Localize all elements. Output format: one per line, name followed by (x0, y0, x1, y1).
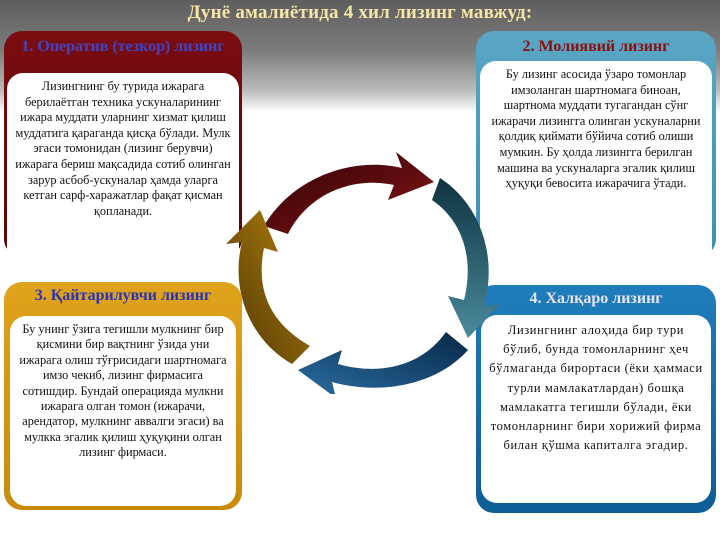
card-heading: 4. Халқаро лизинг (529, 290, 663, 307)
card-operative-leasing (4, 31, 242, 257)
card-heading: 2. Молиявий лизинг (522, 38, 670, 55)
arrow-top (264, 152, 434, 234)
card-return-leasing (4, 282, 242, 510)
arrow-left (226, 210, 310, 364)
card-heading: 3. Қайтарилувчи лизинг (34, 287, 212, 304)
card-body: Бу унинг ўзига тегишли мулкнинг бир қисмини бир вақтнинг ўзида уни ижарага олиш тўғрисидаги шартномага имзо чекиб, лизинг фирмасига сотишдир. Бундай операцияда мулкни ижарага олган томон (ижарачи, арендатор, мулкнинг аввалги эгаси) ва мулкка эгалик қилиш ҳуқуқини олган лизинг фирмаси. (10, 316, 236, 506)
card-body: Бу лизинг асосида ўзаро томонлар имзоланган шартномага биноан, шартнома муддати тугагандан сўнг ижарачи лизингга олинган ускуналарни қолдиқ қиймати бўйича сотиб олиши мумкин. Бу ҳолда лизингга берилган машина ва ускуналарга эгалик қилиш ҳуқуқи бевосита ижарачига ўтади. (480, 61, 712, 289)
card-heading: 1. Оператив (тезкор) лизинг (21, 38, 225, 55)
card-body: Лизингнинг бу турида ижарага берилаётган техника ускуналарининг ижара муддати уларнинг хизмат қилиш муддатига қараганда қисқа бўлади. Мулк эгаси томонидан (лизинг берувчи) ижарага бериш мақсадида сотиб олинган зарур асбоб-ускуналар ҳамда уларга кетган сарф-харажатлар фақат қисман қопланади. (7, 73, 239, 288)
cycle-arrows-diagram (212, 138, 518, 394)
card-body: Лизингнинг алоҳида бир тури бўлиб, бунда томонларнинг ҳеч бўлмаганда бирортаси (ёки ҳаммаси турли мамлакатлардан) бошқа мамлакатга тегишли бўлади, ёки томонларнинг бири хорижий фирма билан қўшма капиталга эгадир. (481, 315, 711, 503)
arrow-right (432, 178, 500, 338)
page-title: Дунё амалиётида 4 хил лизинг мавжуд: (187, 2, 533, 23)
arrow-bottom (298, 332, 468, 394)
